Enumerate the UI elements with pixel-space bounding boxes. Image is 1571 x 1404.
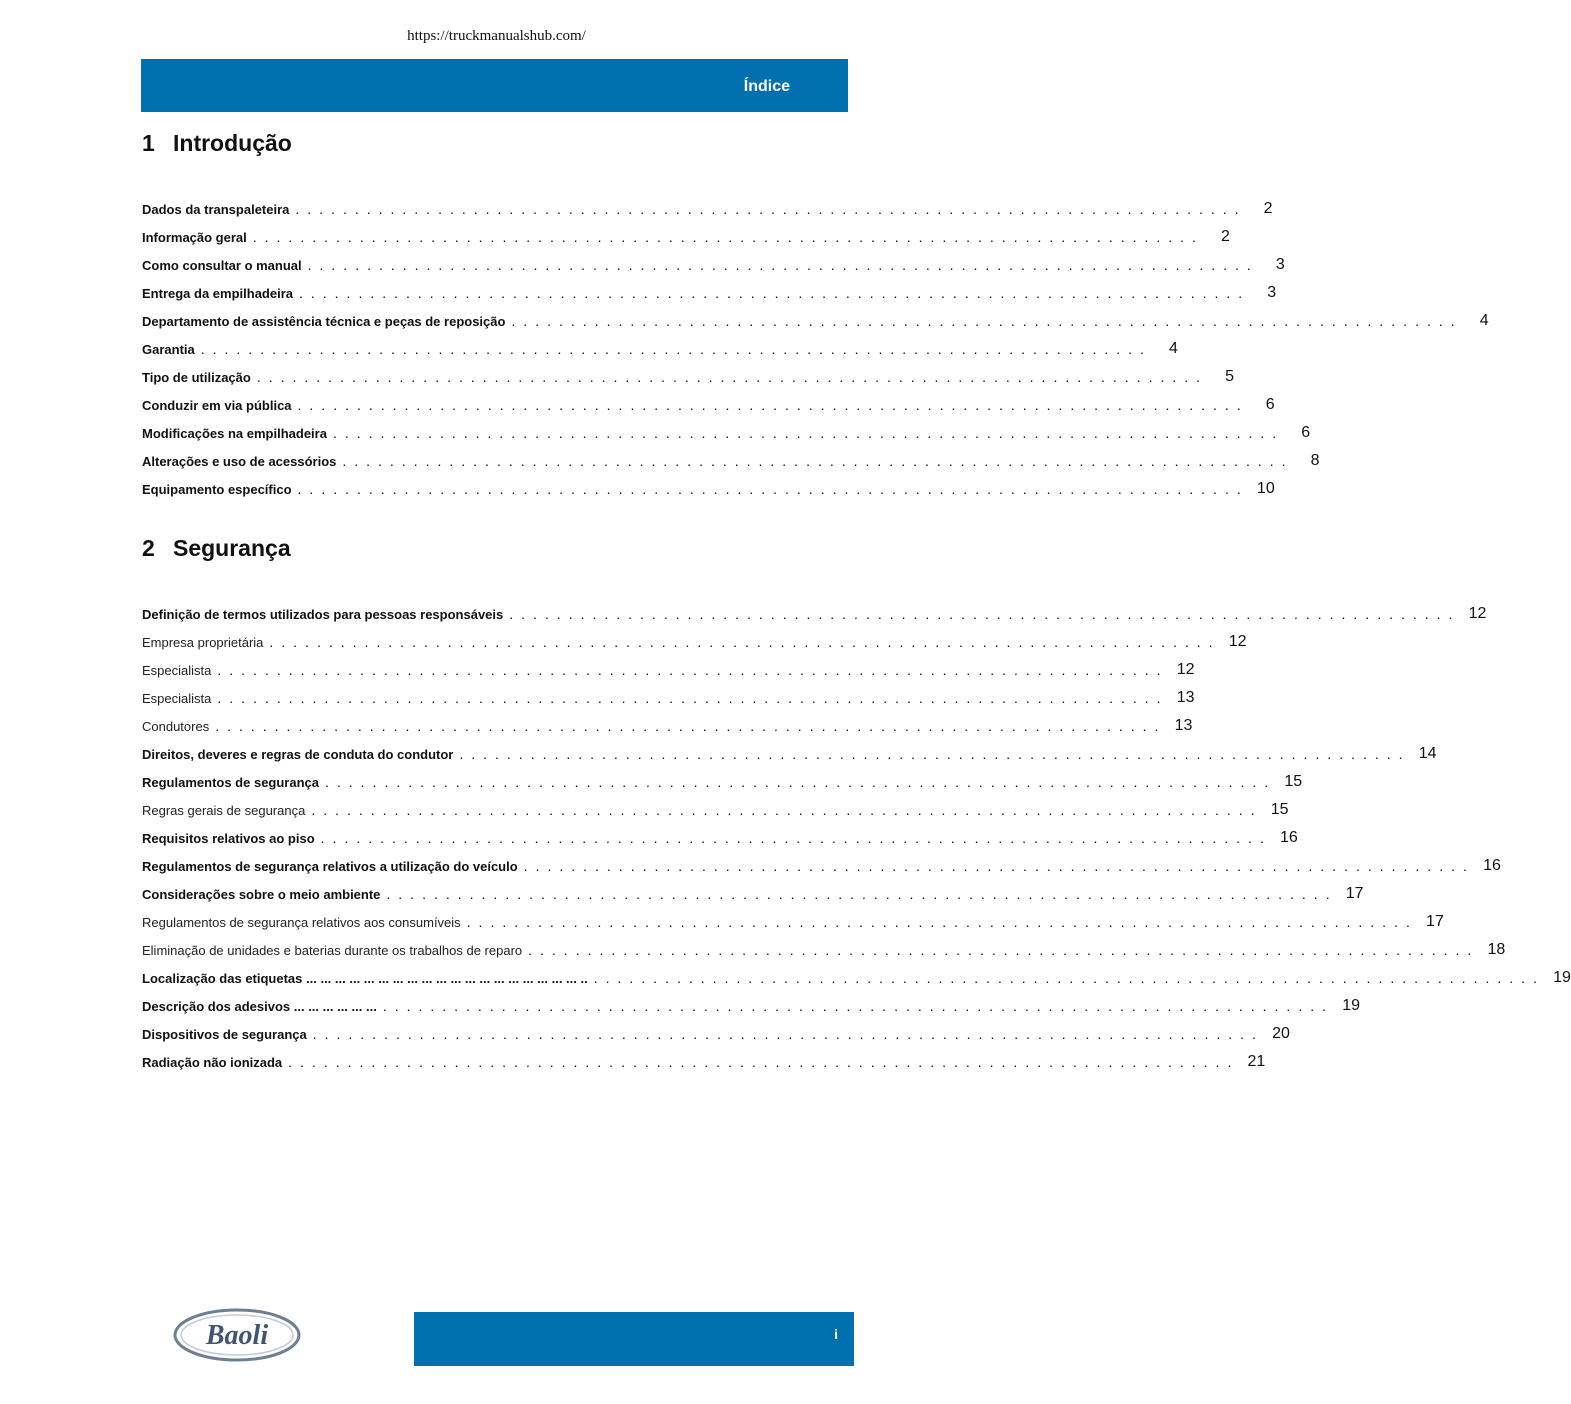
toc-entry-page: 6: [1301, 424, 1311, 441]
dot-leader: ................................................................................: [325, 774, 1277, 790]
section-title-text: Introdução: [173, 130, 292, 156]
toc-entry-label: Conduzir em via pública: [142, 398, 298, 416]
toc-entry-label: Radiação não ionizada: [142, 1055, 288, 1073]
toc-entry-label: Especialista: [142, 663, 217, 681]
dot-leader: ................................................................................: [382, 998, 1334, 1014]
toc-entry-label: Regras gerais de segurança: [142, 803, 311, 821]
dot-leader: ................................................................................: [312, 1026, 1264, 1042]
toc-entry-page: 3: [1275, 256, 1285, 273]
dot-leader: ................................................................................: [320, 830, 1272, 846]
toc-entry-label: Eliminação de unidades e baterias durante os trabalhos de reparo: [142, 943, 528, 961]
toc-entry[interactable]: [142, 444, 1320, 472]
dot-leader: ................................................................................: [297, 481, 1249, 497]
dot-leader: ................................................................................: [252, 229, 1204, 245]
toc-entry[interactable]: [142, 793, 1289, 821]
toc-entry-page: 4: [1169, 340, 1178, 357]
toc-entry-page: 12: [1468, 605, 1487, 622]
logo-text: Baoli: [205, 1320, 269, 1351]
dot-leader: ................................................................................: [511, 313, 1463, 329]
toc-entry-page: 2: [1221, 228, 1230, 245]
toc-entry[interactable]: [142, 1045, 1266, 1073]
toc-entry[interactable]: [142, 472, 1275, 500]
toc-entry-label: Regulamentos de segurança relativos aos consumíveis: [142, 915, 467, 933]
dot-leader: ................................................................................: [311, 802, 1263, 818]
section-title-text: Segurança: [173, 535, 291, 561]
section-number: 2: [142, 535, 155, 561]
dot-leader: ................................................................................: [528, 942, 1480, 958]
dot-leader: ................................................................................: [509, 606, 1461, 622]
toc-entry[interactable]: [142, 388, 1275, 416]
toc-entry-label: Garantia: [142, 342, 201, 360]
dot-leader: ................................................................................: [288, 1054, 1240, 1070]
toc-entry-label: Modificações na empilhadeira: [142, 426, 333, 444]
toc-entry-page: 5: [1225, 368, 1235, 385]
toc-entry-page: 17: [1426, 913, 1444, 930]
toc-entry-page: 12: [1228, 633, 1247, 650]
toc-entry-label: Tipo de utilização: [142, 370, 257, 388]
toc-entry-label: Departamento de assistência técnica e peças de reposição: [142, 314, 511, 332]
dot-leader: ................................................................................: [307, 257, 1259, 273]
toc-entry-label: Definição de termos utilizados para pessoas responsáveis: [142, 607, 509, 625]
header-title: Índice: [743, 78, 790, 95]
toc-entry[interactable]: [142, 192, 1273, 220]
dot-leader: ................................................................................: [200, 341, 1152, 357]
dot-leader: ................................................................................: [295, 201, 1247, 217]
toc-entry-page: 15: [1270, 801, 1289, 818]
toc-entry[interactable]: [142, 248, 1285, 276]
toc-entry-label: Informação geral: [142, 230, 253, 248]
toc-entry-page: 18: [1487, 941, 1506, 958]
toc-entry-page: 21: [1247, 1053, 1266, 1070]
toc-entry[interactable]: [142, 737, 1437, 765]
toc-entry[interactable]: [142, 961, 1571, 989]
toc-entry[interactable]: [142, 416, 1311, 444]
toc-entry[interactable]: [142, 304, 1489, 332]
toc-entry-label: Descrição dos adesivos ... ... ... ... ... ...: [142, 999, 383, 1017]
dot-leader: ................................................................................: [459, 746, 1411, 762]
toc-entry[interactable]: [142, 905, 1444, 933]
toc-entry-page: 6: [1265, 396, 1275, 413]
toc-entry[interactable]: [142, 597, 1487, 625]
source-url[interactable]: https://truckmanualshub.com/: [407, 28, 586, 44]
toc-entry-page: 15: [1284, 773, 1303, 790]
dot-leader: ................................................................................: [269, 634, 1221, 650]
toc-entry[interactable]: [142, 877, 1364, 905]
toc-entry-label: Requisitos relativos ao piso: [142, 831, 321, 849]
toc-entry-page: 12: [1176, 661, 1195, 678]
toc-entry-label: Condutores: [142, 719, 215, 737]
toc-entry-page: 17: [1345, 885, 1364, 902]
toc-entry[interactable]: [142, 933, 1506, 961]
toc-entry[interactable]: [142, 220, 1230, 248]
toc-entry[interactable]: [142, 653, 1195, 681]
section-title-introducao: [142, 130, 292, 157]
toc-entry-page: 13: [1174, 717, 1193, 734]
toc-entry-label: Regulamentos de segurança: [142, 775, 325, 793]
toc-entry[interactable]: [142, 821, 1298, 849]
toc-entry-label: Como consultar o manual: [142, 258, 308, 276]
dot-leader: ................................................................................: [593, 970, 1545, 986]
toc-entry-page: 3: [1267, 284, 1277, 301]
toc-entry-label: Equipamento específico: [142, 482, 298, 500]
toc-entry-page: 14: [1418, 745, 1437, 762]
toc-entry-page: 19: [1342, 997, 1360, 1014]
toc-entry[interactable]: [142, 765, 1303, 793]
dot-leader: ................................................................................: [332, 425, 1285, 441]
toc-list-introducao: [142, 192, 1489, 500]
dot-leader: ................................................................................: [299, 285, 1251, 301]
toc-entry-page: 16: [1280, 829, 1298, 846]
toc-entry[interactable]: [142, 276, 1277, 304]
toc-entry[interactable]: [142, 332, 1178, 360]
toc-entry[interactable]: [142, 1017, 1290, 1045]
dot-leader: ................................................................................: [523, 858, 1475, 874]
footer-page-number: i: [834, 1326, 838, 1342]
toc-entry[interactable]: [142, 989, 1360, 1017]
toc-entry-page: 19: [1553, 969, 1571, 986]
toc-entry-label: Dispositivos de segurança: [142, 1027, 313, 1045]
toc-entry-label: Considerações sobre o meio ambiente: [142, 887, 386, 905]
dot-leader: ................................................................................: [297, 397, 1249, 413]
toc-entry-label: Empresa proprietária: [142, 635, 269, 653]
dot-leader: ................................................................................: [217, 662, 1169, 678]
dot-leader: ................................................................................: [466, 914, 1418, 930]
dot-leader: ................................................................................: [217, 690, 1169, 706]
toc-entry-page: 20: [1272, 1025, 1290, 1042]
toc-entry-label: Direitos, deveres e regras de conduta do condutor: [142, 747, 459, 765]
toc-entry-label: Dados da transpaleteira: [142, 202, 295, 220]
header-bar: [141, 59, 848, 112]
toc-entry-page: 2: [1263, 200, 1273, 217]
toc-entry[interactable]: [142, 625, 1247, 653]
toc-entry-label: Regulamentos de segurança relativos a utilização do veículo: [142, 859, 524, 877]
dot-leader: ................................................................................: [256, 369, 1209, 385]
toc-entry-label: Localização das etiquetas ... ... ... ... ... ... ... ... ... ... ... ... ... ... ... ... ... ... ... ..: [142, 971, 594, 989]
footer-bar: [414, 1312, 854, 1366]
section-number: 1: [142, 130, 155, 156]
toc-entry[interactable]: [142, 360, 1235, 388]
toc-entry[interactable]: [142, 849, 1501, 877]
baoli-logo: [172, 1305, 302, 1365]
toc-entry-page: 10: [1256, 480, 1275, 497]
toc-entry[interactable]: [142, 709, 1193, 737]
dot-leader: ................................................................................: [215, 718, 1167, 734]
section-title-seguranca: [142, 535, 291, 562]
toc-entry-label: Especialista: [142, 691, 217, 709]
toc-entry-page: 16: [1483, 857, 1501, 874]
dot-leader: ................................................................................: [342, 453, 1294, 469]
dot-leader: ................................................................................: [386, 886, 1338, 902]
toc-list-seguranca: [142, 597, 1571, 1073]
toc-entry[interactable]: [142, 681, 1195, 709]
toc-entry-page: 4: [1479, 312, 1489, 329]
toc-entry-page: 8: [1310, 452, 1320, 469]
toc-entry-label: Entrega da empilhadeira: [142, 286, 299, 304]
toc-entry-page: 13: [1176, 689, 1195, 706]
toc-entry-label: Alterações e uso de acessórios: [142, 454, 342, 472]
